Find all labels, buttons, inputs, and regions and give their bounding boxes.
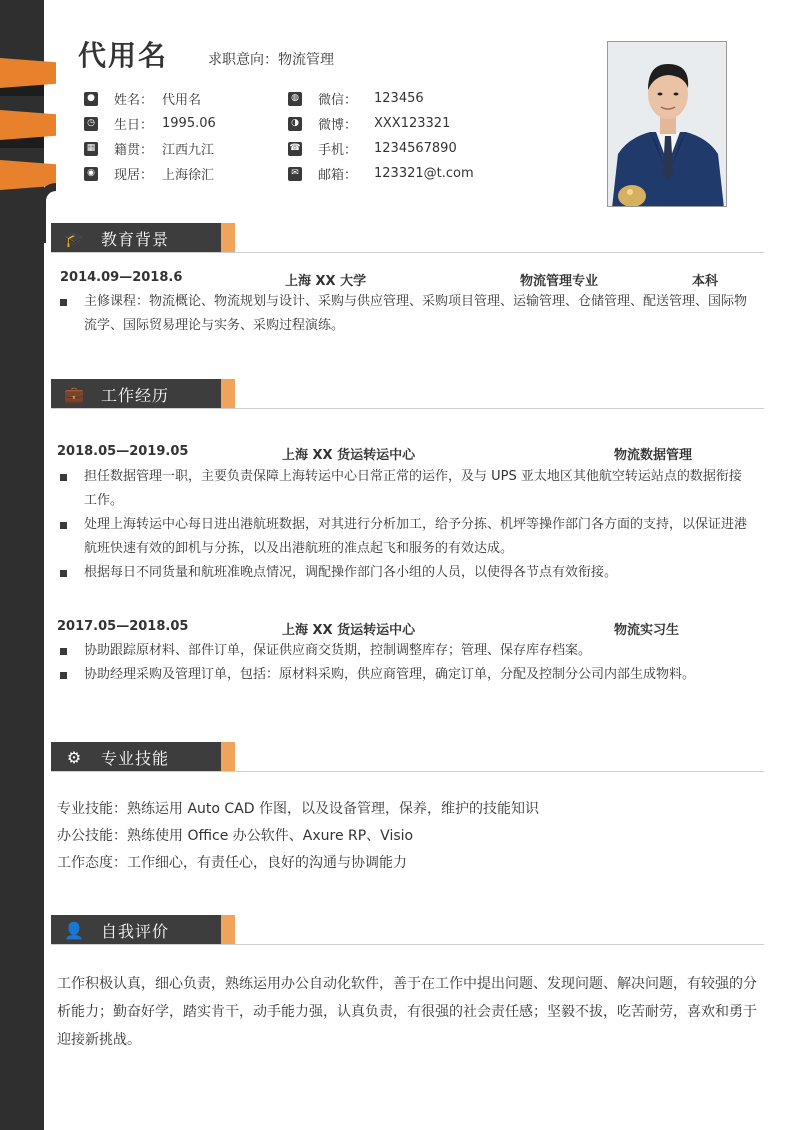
info-mail-row bbox=[288, 164, 474, 183]
section-work-header bbox=[51, 379, 235, 409]
work-date: 2017.05—2018.05 bbox=[57, 619, 189, 634]
work-item: 协助跟踪原材料、部件订单，保证供应商交货期，控制调整库存；管理、保存库存档案。 bbox=[60, 639, 750, 663]
education-degree: 本科 bbox=[692, 274, 719, 289]
ribbon-decoration bbox=[0, 58, 56, 88]
skill-line: 办公技能：熟练使用 Office 办公软件、Axure RP、Visio bbox=[57, 828, 414, 844]
info-phone-row bbox=[288, 139, 457, 158]
mail-icon: ✉ bbox=[288, 167, 302, 181]
info-label: 籍贯： bbox=[114, 143, 154, 158]
info-label: 邮箱： bbox=[318, 168, 358, 183]
header-accent bbox=[221, 742, 235, 772]
section-divider bbox=[51, 408, 764, 409]
portrait-illustration bbox=[608, 42, 727, 207]
graduation-cap-icon: 🎓 bbox=[64, 228, 84, 248]
info-label: 现居： bbox=[114, 168, 154, 183]
info-label: 姓名： bbox=[114, 93, 154, 108]
header-accent bbox=[221, 915, 235, 945]
work-item: 担任数据管理一职，主要负责保障上海转运中心日常正常的运作，及与 UPS 亚太地区其他航空转运站点的数据衔接工作。 bbox=[60, 465, 750, 513]
info-value: 江西九江 bbox=[162, 143, 215, 158]
info-value: 1995.06 bbox=[162, 116, 216, 131]
work-item: 处理上海转运中心每日进出港航班数据，对其进行分析加工，给予分拣、机坪等操作部门各方面的支持，以保证进港航班快速有效的卸机与分拣，以及出港航班的准点起飞和服务的有效达成。 bbox=[60, 513, 750, 561]
native-place-icon: ▦ bbox=[84, 142, 98, 156]
info-value: 上海徐汇 bbox=[162, 168, 215, 183]
work-role: 物流实习生 bbox=[614, 623, 680, 638]
resume-name: 代用名 bbox=[78, 39, 169, 72]
info-value: 代用名 bbox=[162, 93, 202, 108]
info-label: 微博： bbox=[318, 118, 358, 133]
profile-photo bbox=[607, 41, 727, 207]
info-value: 123456 bbox=[374, 91, 424, 106]
education-date: 2014.09—2018.6 bbox=[60, 270, 183, 285]
work-company: 上海 XX 货运转运中心 bbox=[282, 623, 416, 638]
info-native-row bbox=[84, 139, 214, 158]
birthday-icon: ◷ bbox=[84, 117, 98, 131]
info-label: 生日： bbox=[114, 118, 154, 133]
skill-line: 工作态度：工作细心，有责任心，良好的沟通与协调能力 bbox=[57, 855, 407, 871]
ribbon-decoration bbox=[0, 110, 56, 140]
section-title: 自我评价 bbox=[101, 921, 170, 941]
work-role: 物流数据管理 bbox=[614, 448, 693, 463]
phone-icon: ☎ bbox=[288, 142, 302, 156]
wechat-icon: ◍ bbox=[288, 92, 302, 106]
info-weibo-row bbox=[288, 114, 450, 133]
section-divider bbox=[51, 252, 764, 253]
weibo-icon: ◑ bbox=[288, 117, 302, 131]
header-accent bbox=[221, 379, 235, 409]
person-icon: ● bbox=[84, 92, 98, 106]
self-evaluation-text: 工作积极认真，细心负责，熟练运用办公自动化软件，善于在工作中提出问题、发现问题、解决问题，有较强的分析能力；勤奋好学，踏实肯干，动手能力强，认真负责，有很强的社会责任感；坚毅不拔，吃苦耐劳，喜欢和勇于迎接新挑战。 bbox=[57, 976, 757, 1048]
briefcase-icon: 💼 bbox=[64, 384, 84, 404]
info-wechat-row bbox=[288, 89, 424, 108]
info-value: XXX123321 bbox=[374, 116, 451, 131]
education-course: 主修课程：物流概论、物流规划与设计、采购与供应管理、采购项目管理、运输管理、仓储管理、配送管理、国际物流学、国际贸易理论与实务、采购过程演练。 bbox=[60, 290, 750, 338]
section-title: 工作经历 bbox=[101, 385, 170, 405]
header-accent bbox=[221, 223, 235, 253]
section-title: 教育背景 bbox=[101, 229, 170, 249]
info-location-row bbox=[84, 164, 214, 183]
section-divider bbox=[51, 771, 764, 772]
location-icon: ◉ bbox=[84, 167, 98, 181]
section-self-header bbox=[51, 915, 235, 945]
work-company: 上海 XX 货运转运中心 bbox=[282, 448, 416, 463]
section-divider bbox=[51, 944, 764, 945]
section-skills-header bbox=[51, 742, 235, 772]
user-icon: 👤 bbox=[64, 920, 84, 940]
education-major: 物流管理专业 bbox=[520, 274, 599, 289]
info-label: 手机： bbox=[318, 143, 358, 158]
work-item: 根据每日不同货量和航班准晚点情况，调配操作部门各小组的人员，以使得各节点有效衔接。 bbox=[60, 561, 750, 585]
gear-icon: ⚙ bbox=[66, 747, 82, 767]
section-title: 专业技能 bbox=[101, 748, 170, 768]
info-value: 123321@t.com bbox=[374, 166, 474, 181]
info-birthday-row bbox=[84, 114, 216, 133]
education-school: 上海 XX 大学 bbox=[285, 274, 367, 289]
skill-line: 专业技能：熟练运用 Auto CAD 作图，以及设备管理，保养，维护的技能知识 bbox=[57, 801, 539, 817]
job-intent: 求职意向：物流管理 bbox=[208, 52, 334, 68]
info-name-row bbox=[84, 89, 201, 108]
work-item: 协助经理采购及管理订单，包括：原材料采购，供应商管理，确定订单，分配及控制分公司内部生成物料。 bbox=[60, 663, 750, 687]
info-label: 微信： bbox=[318, 93, 358, 108]
section-education-header bbox=[51, 223, 235, 253]
info-value: 1234567890 bbox=[374, 141, 457, 156]
work-date: 2018.05—2019.05 bbox=[57, 444, 189, 459]
